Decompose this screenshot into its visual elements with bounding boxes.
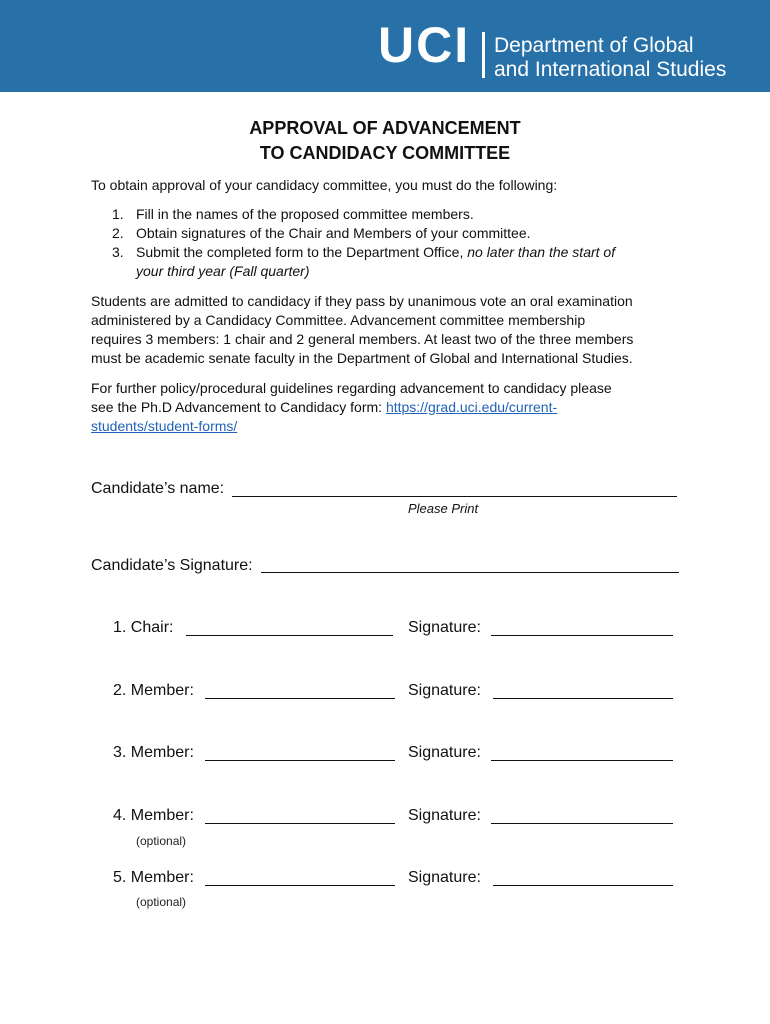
chair-signature-field[interactable] [491,635,673,636]
step-text: Fill in the names of the proposed committee members. [136,206,474,222]
paragraph-line: requires 3 members: 1 chair and 2 general members. At least two of the three members [91,331,634,347]
member-5-signature-field[interactable] [493,885,673,886]
paragraph-line [91,398,691,417]
chair-label: 1. Chair: [113,619,174,636]
list-item [112,224,615,243]
department-line-1: Department of Global [494,34,694,57]
member-4-name-field[interactable] [205,823,395,824]
list-item [112,205,615,224]
steps-list [112,205,615,281]
department-line-2: and International Studies [494,58,727,81]
title-line-1: APPROVAL OF ADVANCEMENT [249,118,521,138]
member-4-signature-label: Signature: [408,807,481,824]
admission-paragraph [91,292,691,368]
candidate-signature-field[interactable] [261,572,679,573]
member-5-name-field[interactable] [205,885,395,886]
member-3-label: 3. Member: [113,744,194,761]
member-2-signature-field[interactable] [493,698,673,699]
step-number: 1. [112,206,124,222]
guidelines-link[interactable]: https://grad.uci.edu/current- [385,399,558,415]
step-number: 2. [112,225,124,241]
step-deadline-emphasis: no later than the start of [467,244,616,260]
list-item [112,243,615,281]
candidate-name-field[interactable] [232,496,677,497]
paragraph-line: For further policy/procedural guidelines regarding advancement to candidacy please [91,380,612,396]
paragraph-line: Students are admitted to candidacy if they pass by unanimous vote an oral examination [91,293,633,309]
chair-signature-label: Signature: [408,619,481,636]
candidate-name-label: Candidate’s name: [91,480,225,497]
member-3-signature-label: Signature: [408,744,481,761]
member-2-label: 2. Member: [113,682,194,699]
member-5-signature-label: Signature: [408,869,481,886]
guidelines-link-cont[interactable]: students/student-forms/ [91,418,238,434]
paragraph-line: administered by a Candidacy Committee. Advancement committee membership [91,312,586,328]
member-4-label: 4. Member: [113,807,194,824]
member-4-optional-note: (optional) [136,834,187,848]
member-3-name-field[interactable] [205,760,395,761]
header-banner [0,0,770,92]
paragraph-line: must be academic senate faculty in the Department of Global and International Studies. [91,350,633,366]
member-5-optional-note: (optional) [136,895,187,909]
document-title [0,116,770,166]
step-number: 3. [112,244,124,260]
title-line-2: TO CANDIDACY COMMITTEE [259,143,511,163]
department-name [494,34,726,82]
member-3-signature-field[interactable] [491,760,673,761]
guidelines-paragraph [91,379,691,436]
paragraph-line [91,417,691,436]
member-5-label: 5. Member: [113,869,194,886]
candidate-signature-label: Candidate’s Signature: [91,557,253,574]
paragraph-text: see the Ph.D Advancement to Candidacy form: [91,399,386,415]
member-2-name-field[interactable] [205,698,395,699]
step-text: Submit the completed form to the Department Office, [136,244,468,260]
step-text: Obtain signatures of the Chair and Members of your committee. [136,225,531,241]
chair-name-field[interactable] [186,635,393,636]
please-print-hint: Please Print [408,501,479,516]
member-4-signature-field[interactable] [491,823,673,824]
step-deadline-emphasis-cont: your third year (Fall quarter) [136,263,310,279]
logo-divider [482,32,485,78]
uci-logo: UCI [378,17,471,73]
member-2-signature-label: Signature: [408,682,481,699]
intro-text: To obtain approval of your candidacy committee, you must do the following: [91,177,558,193]
